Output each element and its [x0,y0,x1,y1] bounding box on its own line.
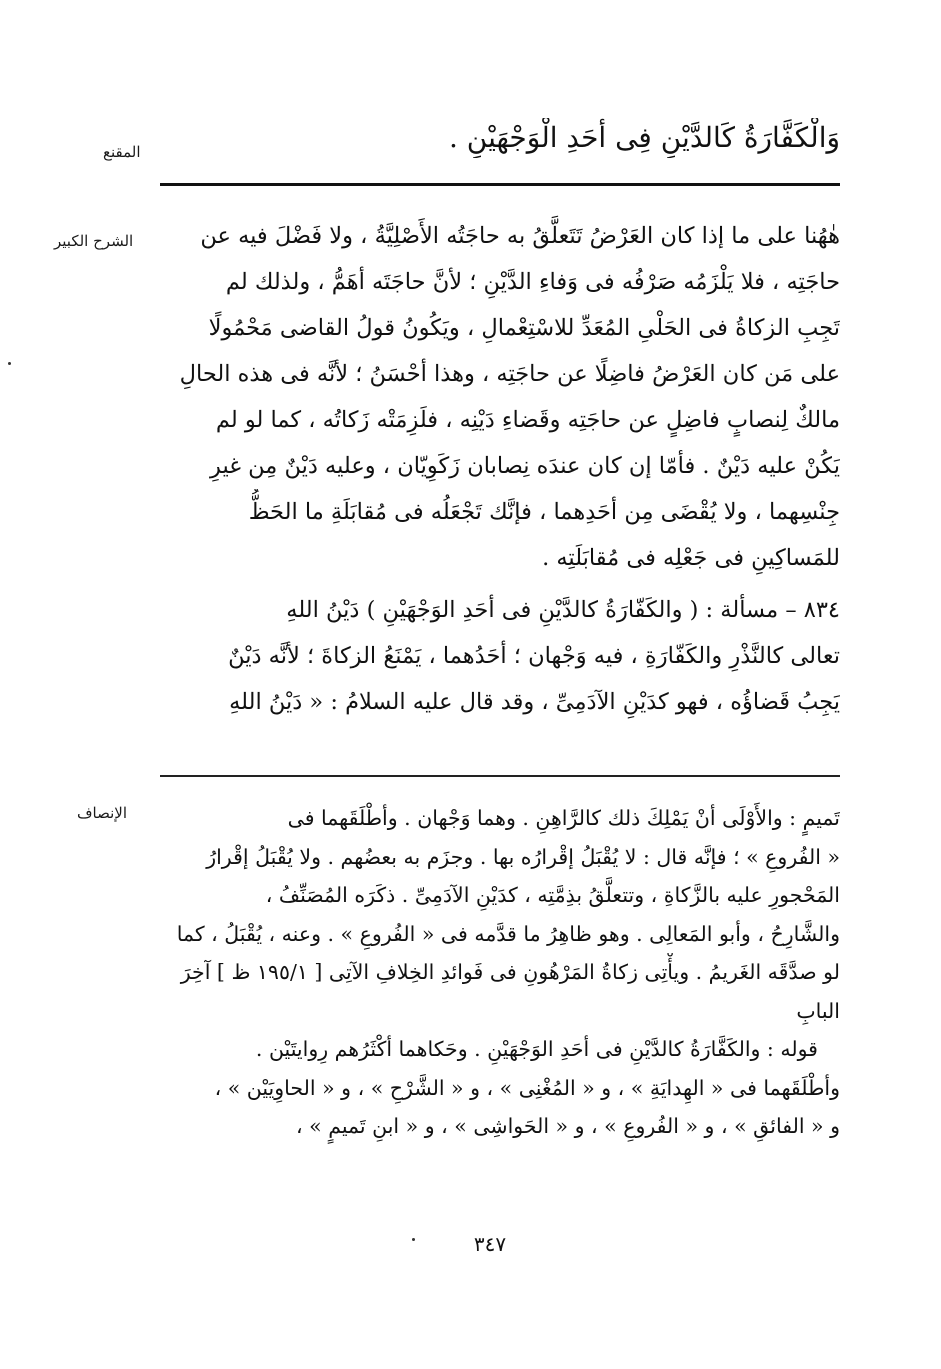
sharh-line: مالكٌ لِنصابٍ فاضِلٍ عن حاجَتِه وقَضاءِ دَيْنِه ، فلَزِمَتْه زَكاتُه ، كما لو لم [215,407,840,433]
muqni-line: وَالْكَفَّارَةُ كَالدَّيْنِ فِى أَحَدِ الْوَجْهَيْنِ . [448,121,840,154]
sharh-line: هٰهُنا على ما إذا كان العَرْضُ تَتَعلَّقُ به حاجَتُه الأَصْلِيَّةُ ، ولا فَضْلَ فيه عن [200,223,840,249]
insaf-line: قوله : والكَفَّارَةُ كالدَّيْنِ فى أحَدِ الوَجْهَيْنِ . وحَكاهما أكْثَرُهم رِوايتَيْن . [255,1037,818,1061]
sharh-line: تَجِبِ الزكاةُ فى الحَلْىِ المُعَدِّ للاسْتِعْمالِ ، ويَكُونُ قولُ القاضى مَحْمُولًا [208,315,840,341]
sharh-line: تعالى كالنَّذْرِ والكَفّارَةِ ، فيه وَجْهان ؛ أحَدُهما ، يَمْنَعُ الزكاةَ ؛ لأنَّه دَيْنٌ [228,643,840,669]
top-divider [160,183,840,186]
insaf-line: « الفُروعِ » ؛ فإنَّه قال : لا يُقْبَلُ إقْرارُه بها . وجزَم به بعضُهم . ولا يُقْبَلُ إقْرارُ [206,844,840,869]
page-number: ٣٤٧ [473,1232,507,1256]
insaf-text [160,799,840,1146]
scan-speck [412,1238,415,1241]
muqni-text [160,118,840,158]
middle-divider [160,775,840,777]
side-label-muqni: المقنع [103,143,141,161]
insaf-line: والشَّارِحُ ، وأبو المَعالِى . وهو ظاهِرُ ما قدَّمه فى « الفُروعِ » . وعنه ، يُقْبَلُ ، كما [176,921,840,946]
insaf-line: وأطْلَقَهما فى « الهِدايَةِ » ، و « المُغْنِى » ، و « الشَّرْحِ » ، و « الحاوِيَيْن » ، [214,1075,840,1100]
insaf-line: و « الفائقِ » ، و « الفُروعِ » ، و « الحَواشِى » ، و « ابنِ تَميمٍ » ، [296,1114,840,1138]
sharh-line: على مَن كان العَرْضُ فاضِلًا عن حاجَتِه ، وهذا أحْسَنُ ؛ لأنَّه فى هذه الحالِ [179,361,840,387]
sharh-line: يَجِبُ قَضاؤُه ، فهو كدَيْنِ الآدَمِىِّ ، وقد قال عليه السلامُ : « دَيْنُ اللهِ [229,689,840,715]
insaf-line: المَحْجورِ عليه بالزَّكاةِ ، وتتعلَّقُ بذِمَّتِه ، كدَيْنِ الآدَمِىِّ . ذكَرَه المُصَنِّفُ ، [265,883,840,907]
insaf-line: البابِ [796,998,840,1023]
side-label-sharh: الشرح الكبير [54,232,134,250]
scan-speck [8,362,11,365]
sharh-text [160,213,840,725]
insaf-line: تَميمٍ : والأَوْلَى أنْ يَمْلِكَ ذلك كالرَّاهِنِ . وهما وَجْهان . وأطْلَقَهما فى [287,806,840,830]
sharh-line: حاجَتِه ، فلا يَلْزَمُه صَرْفُه فى وَفاءِ الدَّيْنِ ؛ لأنَّ حاجَتَه أهَمُّ ، ولذلك لم [225,269,840,295]
side-label-insaf: الإنصاف [77,804,128,822]
sharh-line: يَكُنْ عليه دَيْنٌ . فأمّا إن كان عندَه نِصابان زَكَوِيّان ، وعليه دَيْنٌ مِن غيرِ [210,453,840,479]
insaf-line: لو صدَّقَه الغَريمُ . ويأْتِى زكاةُ المَرْهُونِ فى فَوائدِ الخِلافِ الآتِى [ ١٩٥/١ ظ ] آخِرَ [180,960,840,984]
sharh-line: جِنْسِهما ، ولا يُقْضَى مِن أحَدِهما ، فإنَّك تَجْعَلُه فى مُقابَلَةِ ما الحَظُّ [248,499,840,525]
sharh-line: للمَساكِينِ فى جَعْلِه فى مُقابَلَتِه . [542,545,840,571]
sharh-line: ٨٣٤ – مسألة : ( والكَفّارَةُ كالدَّيْنِ فى أحَدِ الوَجْهَيْنِ ) دَيْنُ اللهِ [286,597,840,623]
